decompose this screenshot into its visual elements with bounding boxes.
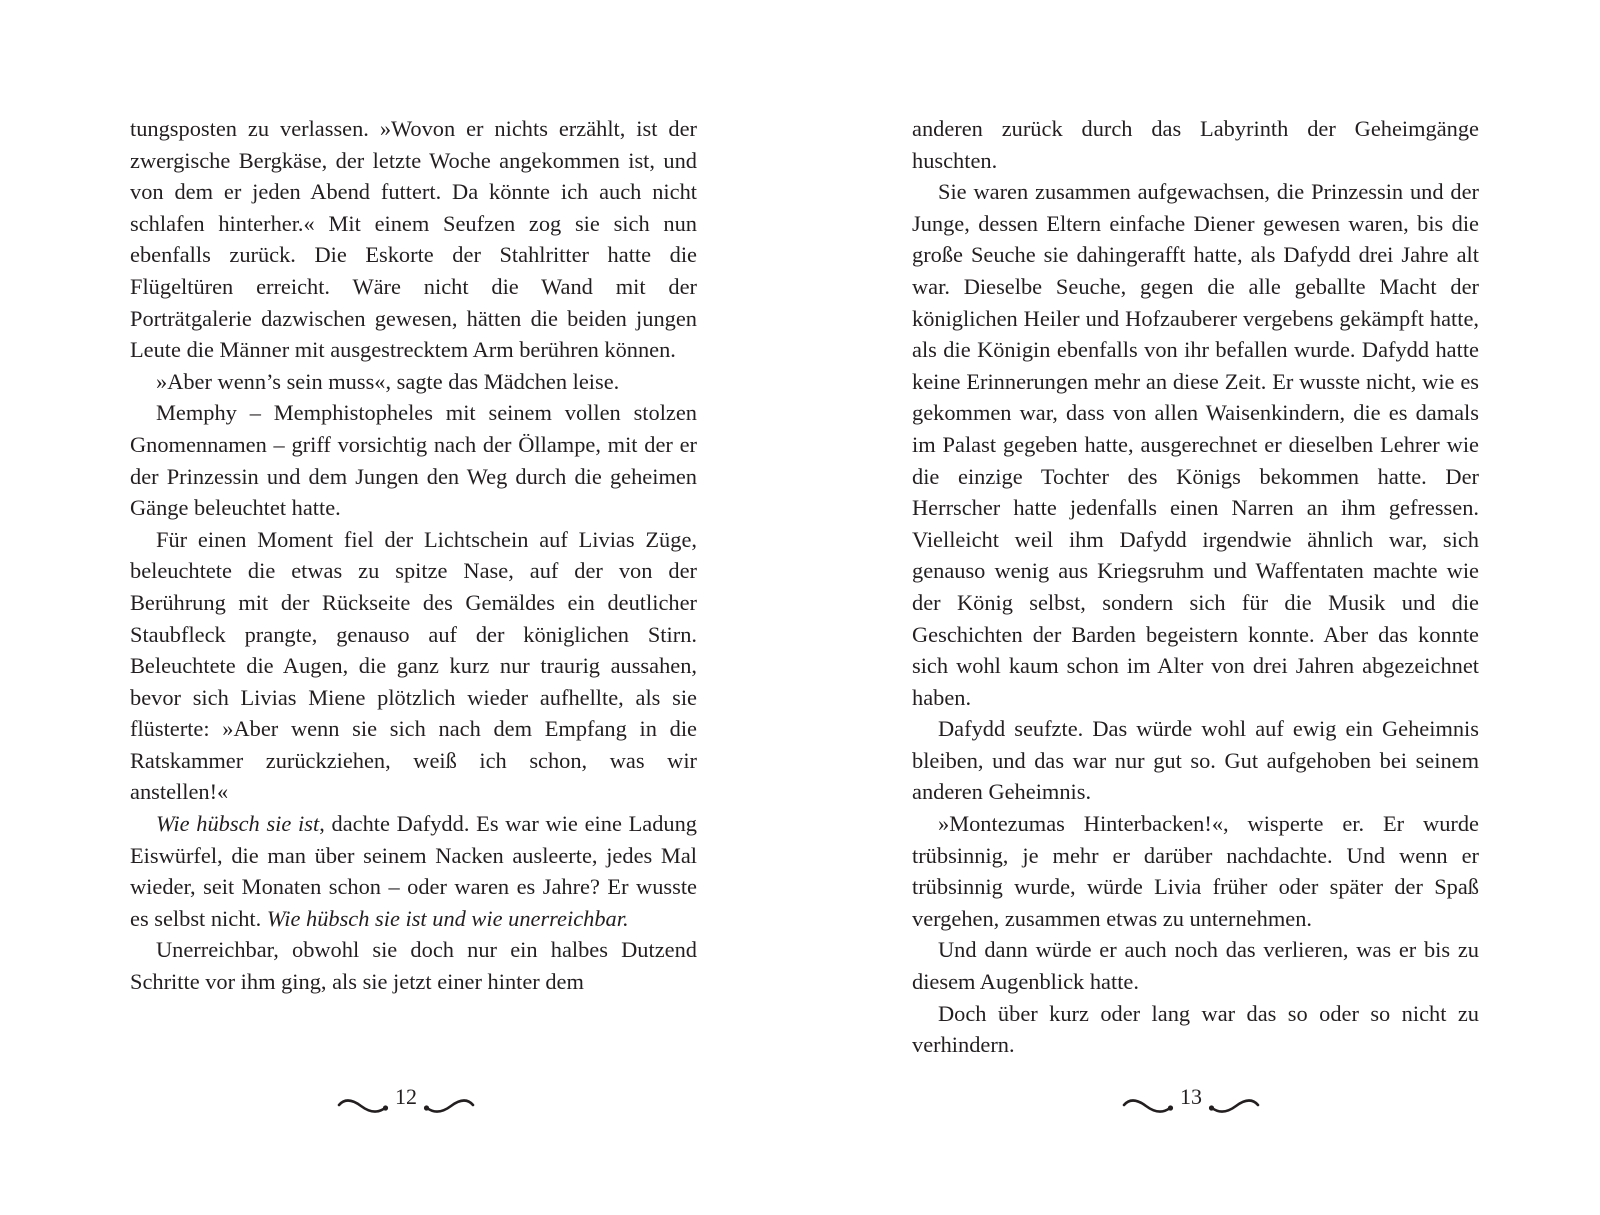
paragraph <box>130 366 697 398</box>
text-segment: Für einen Moment fiel der Lichtschein auf Livias Züge, beleuchtete die etwas zu spitze Nase, auf der von der Berührung mit der Rückseite des Gemäldes ein deutlicher Staubfleck prangte, genauso auf der königlichen Stirn. Beleuchtete die Augen, die ganz kurz nur traurig aussahen, bevor sich Livias Miene plötzlich wieder aufhellte, als sie flüsterte: »Aber wenn sie sich nach dem Empfang in die Ratskammer zurückziehen, weiß ich schon, was wir anstellen!« <box>130 526 697 805</box>
text-segment: tungsposten zu verlassen. »Wovon er nichts erzählt, ist der zwergische Bergkäse, der letzte Woche angekommen ist, und von dem er jeden Abend futtert. Da könnte ich auch nicht schlafen hinterher.« Mit einem Seufzen zog sie sich nun ebenfalls zurück. Die Eskorte der Stahlritter hatte die Flügeltüren erreicht. Wäre nicht die Wand mit der Porträtgalerie dazwischen gewesen, hätten die beiden jungen Leute die Männer mit ausgestrecktem Arm berühren können. <box>130 116 697 363</box>
paragraph <box>912 934 1479 997</box>
paragraph <box>912 113 1479 176</box>
italic-text-segment: Wie hübsch sie ist <box>156 811 320 837</box>
text-segment: Unerreichbar, obwohl sie doch nur ein halbes Dutzend Schritte vor ihm ging, als sie jetzt einer hinter dem <box>130 937 697 995</box>
swash-ornament-icon <box>1122 1095 1174 1119</box>
text-segment: anderen zurück durch das Labyrinth der Geheimgänge huschten. <box>912 116 1479 173</box>
text-segment: Dafydd seufzte. Das würde wohl auf ewig ein Geheimnis bleiben, und das war nur gut so. Gut aufgehoben bei seinem anderen Geheimnis. <box>912 716 1479 805</box>
right-page <box>912 113 1479 1061</box>
page-number-footer-left <box>326 1085 486 1135</box>
page-number-footer-right <box>1111 1085 1271 1135</box>
paragraph <box>130 113 697 366</box>
text-segment: »Aber wenn’s sein muss«, sagte das Mädchen leise. <box>156 368 620 394</box>
italic-text-segment: Wie hübsch sie ist und wie unerreichbar. <box>266 905 629 931</box>
paragraph <box>912 998 1479 1061</box>
paragraph <box>130 524 697 808</box>
paragraph <box>130 934 697 997</box>
paragraph <box>912 713 1479 808</box>
text-segment: Und dann würde er auch noch das verlieren, was er bis zu diesem Augenblick hatte. <box>912 937 1479 995</box>
text-segment: Memphy – Memphistopheles mit seinem vollen stolzen Gnomennamen – griff vorsichtig nach der Öllampe, mit der er der Prinzessin und dem Jungen den Weg durch die geheimen Gänge beleuchtet hatte. <box>130 400 697 521</box>
paragraph <box>130 397 697 523</box>
paragraph <box>130 808 697 934</box>
paragraph <box>912 176 1479 713</box>
page-number: 12 <box>395 1084 417 1109</box>
text-segment: »Montezumas Hinterbacken!«, wisperte er. Er wurde trübsinnig, je mehr er darüber nachdachte. Und wenn er trübsinnig wurde, würde Livia früher oder später der Spaß vergehen, zusammen etwas zu unternehmen. <box>912 811 1479 931</box>
paragraph <box>912 808 1479 934</box>
page-number: 13 <box>1180 1084 1202 1109</box>
text-segment: Doch über kurz oder lang war das so oder so nicht zu verhindern. <box>912 1000 1479 1058</box>
swash-ornament-icon <box>423 1095 475 1119</box>
swash-ornament-icon <box>337 1095 389 1119</box>
text-segment: Sie waren zusammen aufgewachsen, die Prinzessin und der Junge, dessen Eltern einfache Diener gewesen waren, bis die große Seuche sie dahingerafft hatte, als Dafydd drei Jahre alt war. Dieselbe Seuche, gegen die alle geballte Macht der königlichen Heiler und Hofzauberer vergebens gekämpft hatte, als die Königin ebenfalls von ihr befallen wurde. Dafydd hatte keine Erinnerungen mehr an diese Zeit. Er wusste nicht, wie es gekommen war, dass von allen Waisenkindern, die es damals im Palast gegeben hatte, ausgerechnet er dieselben Lehrer wie die einzige Tochter des Königs bekommen hatte. Der Herrscher hatte jedenfalls einen Narren an ihm gefressen. Vielleicht weil ihm Dafydd irgendwie ähnlich war, sich genauso wenig aus Kriegsruhm und Waffentaten machte wie der König selbst, sondern sich für die Musik und die Geschichten der Barden begeistern konnte. Aber das konnte sich wohl kaum schon im Alter von drei Jahren abgezeichnet haben. <box>912 179 1479 710</box>
left-page <box>130 113 697 998</box>
text-segment: , dachte Dafydd. Es war wie eine Ladung Eiswürfel, die man über seinem Nacken ausleerte, jedes Mal wieder, seit Monaten schon – oder waren es Jahre? Er wusste es selbst nicht. <box>130 811 697 931</box>
swash-ornament-icon <box>1208 1095 1260 1119</box>
